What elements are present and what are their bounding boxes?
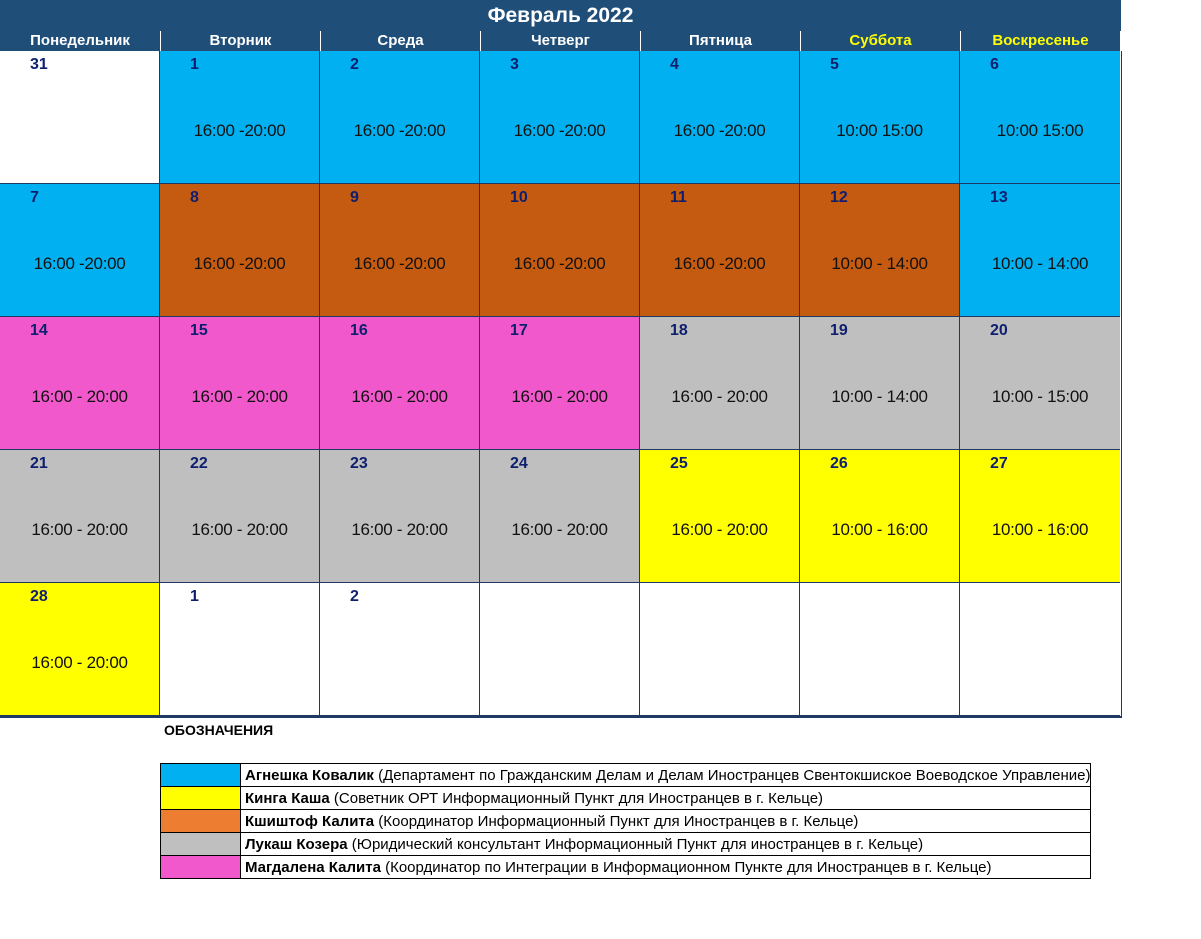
weekday-header: Понедельник [0,31,160,51]
calendar-day-cell [960,51,1120,184]
calendar-day-cell [160,51,320,184]
legend-person-role: (Департамент по Гражданским Делам и Делам Иностранцев Свентокшиское Воеводское Управление) [373,766,1091,784]
legend-text [241,859,991,876]
day-hours: 16:00 -20:00 [513,121,606,140]
legend-color-swatch [161,833,241,855]
day-hours: 16:00 -20:00 [193,121,286,140]
weekday-header: Четверг [480,31,640,51]
day-number: 9 [350,189,359,206]
legend-text [241,836,923,853]
day-hours: 10:00 15:00 [996,121,1084,140]
calendar-day-cell [800,450,960,583]
calendar-day-cell [480,583,640,716]
calendar-day-cell [320,583,480,716]
legend-person-name: Кшиштоф Калита [245,812,375,830]
weekday-header-row [0,31,1121,51]
day-hours: 16:00 -20:00 [673,254,766,273]
day-number: 3 [510,56,519,73]
day-hours: 16:00 -20:00 [673,121,766,140]
legend-color-swatch [161,810,241,832]
day-number: 21 [30,455,48,472]
day-hours: 16:00 - 20:00 [511,520,608,539]
calendar-day-cell [320,450,480,583]
day-hours: 16:00 -20:00 [193,254,286,273]
day-number: 28 [30,588,48,605]
day-number: 15 [190,322,208,339]
calendar-title: Февраль 2022 [0,0,1121,31]
legend-title: ОБОЗНАЧЕНИЯ [164,722,274,738]
day-hours: 16:00 - 20:00 [351,520,448,539]
legend-text [241,767,1090,784]
legend-person-name: Агнешка Ковалик [245,766,374,784]
legend-person-name: Магдалена Калита [245,858,381,876]
calendar-day-cell [160,583,320,716]
day-hours: 16:00 - 20:00 [671,520,768,539]
day-number: 2 [350,588,359,605]
day-hours: 10:00 - 15:00 [991,387,1089,406]
legend-color-swatch [161,764,241,786]
day-number: 7 [30,189,39,206]
day-number: 10 [510,189,528,206]
day-number: 5 [830,56,839,73]
day-number: 2 [350,56,359,73]
day-hours: 10:00 - 14:00 [831,387,928,406]
legend-item [161,856,1090,879]
day-hours: 10:00 - 16:00 [831,520,928,539]
calendar-day-cell [960,184,1120,317]
day-number: 13 [990,189,1008,206]
legend-item [161,833,1090,856]
day-number: 1 [190,588,199,605]
day-hours: 16:00 - 20:00 [191,387,288,406]
calendar-day-cell [0,184,160,317]
day-number: 8 [190,189,199,206]
legend-color-swatch [161,856,241,878]
legend-item [161,787,1090,810]
day-hours: 16:00 -20:00 [353,121,446,140]
day-number: 11 [670,189,687,206]
day-number: 31 [30,56,48,73]
weekday-header: Среда [320,31,480,51]
day-number: 18 [670,322,688,339]
day-hours: 16:00 - 20:00 [31,520,128,539]
day-number: 27 [990,455,1008,472]
legend-list [160,763,1091,879]
day-hours: 16:00 - 20:00 [31,387,128,406]
day-hours: 16:00 - 20:00 [351,387,448,406]
day-hours: 16:00 -20:00 [513,254,606,273]
day-hours: 16:00 - 20:00 [31,653,128,672]
legend-text [241,813,858,830]
day-number: 25 [670,455,688,472]
legend-item [161,764,1090,787]
day-hours: 16:00 - 20:00 [511,387,608,406]
calendar-day-cell [320,317,480,450]
legend-item [161,810,1090,833]
calendar-day-cell [0,450,160,583]
day-number: 4 [670,56,679,73]
calendar-grid [0,51,1122,718]
calendar-day-cell [480,51,640,184]
calendar-day-cell [480,317,640,450]
calendar-day-cell [480,450,640,583]
day-number: 6 [990,56,999,73]
day-number: 17 [510,322,528,339]
day-number: 26 [830,455,848,472]
calendar-day-cell [800,184,960,317]
calendar-day-cell [160,317,320,450]
day-number: 19 [830,322,848,339]
legend-person-role: (Юридический консультант Информационный Пункт для иностранцев в г. Кельце) [347,835,924,853]
calendar-day-cell [640,184,800,317]
weekday-header: Суббота [800,31,960,51]
weekday-header: Пятница [640,31,800,51]
calendar-day-cell [960,317,1120,450]
calendar-day-cell [640,450,800,583]
legend-person-name: Лукаш Козера [245,835,348,853]
calendar-day-cell [640,317,800,450]
calendar-day-cell [640,583,800,716]
calendar-day-cell [640,51,800,184]
day-hours: 16:00 - 20:00 [671,387,768,406]
calendar-day-cell [800,317,960,450]
day-number: 1 [190,56,199,73]
calendar-day-cell [160,450,320,583]
calendar-day-cell [960,583,1120,716]
legend-person-role: (Советник ОРТ Информационный Пункт для Иностранцев в г. Кельце) [329,789,824,807]
day-number: 14 [30,322,48,339]
day-number: 22 [190,455,208,472]
calendar-day-cell [160,184,320,317]
calendar-day-cell [0,51,160,184]
calendar-day-cell [0,317,160,450]
day-hours: 16:00 -20:00 [33,254,126,273]
calendar-day-cell [320,51,480,184]
calendar-day-cell [800,51,960,184]
weekday-header: Воскресенье [960,31,1120,51]
legend [0,720,1201,920]
legend-text [241,790,823,807]
legend-person-role: (Координатор по Интеграции в Информационном Пункте для Иностранцев в г. Кельце) [380,858,992,876]
day-hours: 10:00 - 16:00 [991,520,1089,539]
calendar-day-cell [800,583,960,716]
legend-person-role: (Координатор Информационный Пункт для Иностранцев в г. Кельце) [374,812,859,830]
day-hours: 10:00 - 14:00 [831,254,928,273]
calendar-day-cell [960,450,1120,583]
weekday-header: Вторник [160,31,320,51]
calendar-day-cell [480,184,640,317]
day-hours: 10:00 - 14:00 [991,254,1089,273]
day-hours: 16:00 - 20:00 [191,520,288,539]
day-number: 20 [990,322,1008,339]
calendar-day-cell [0,583,160,716]
legend-color-swatch [161,787,241,809]
day-number: 12 [830,189,848,206]
legend-person-name: Кинга Каша [245,789,330,807]
day-number: 24 [510,455,528,472]
calendar-day-cell [320,184,480,317]
day-number: 23 [350,455,368,472]
day-hours: 16:00 -20:00 [353,254,446,273]
day-hours: 10:00 15:00 [836,121,923,140]
day-number: 16 [350,322,368,339]
